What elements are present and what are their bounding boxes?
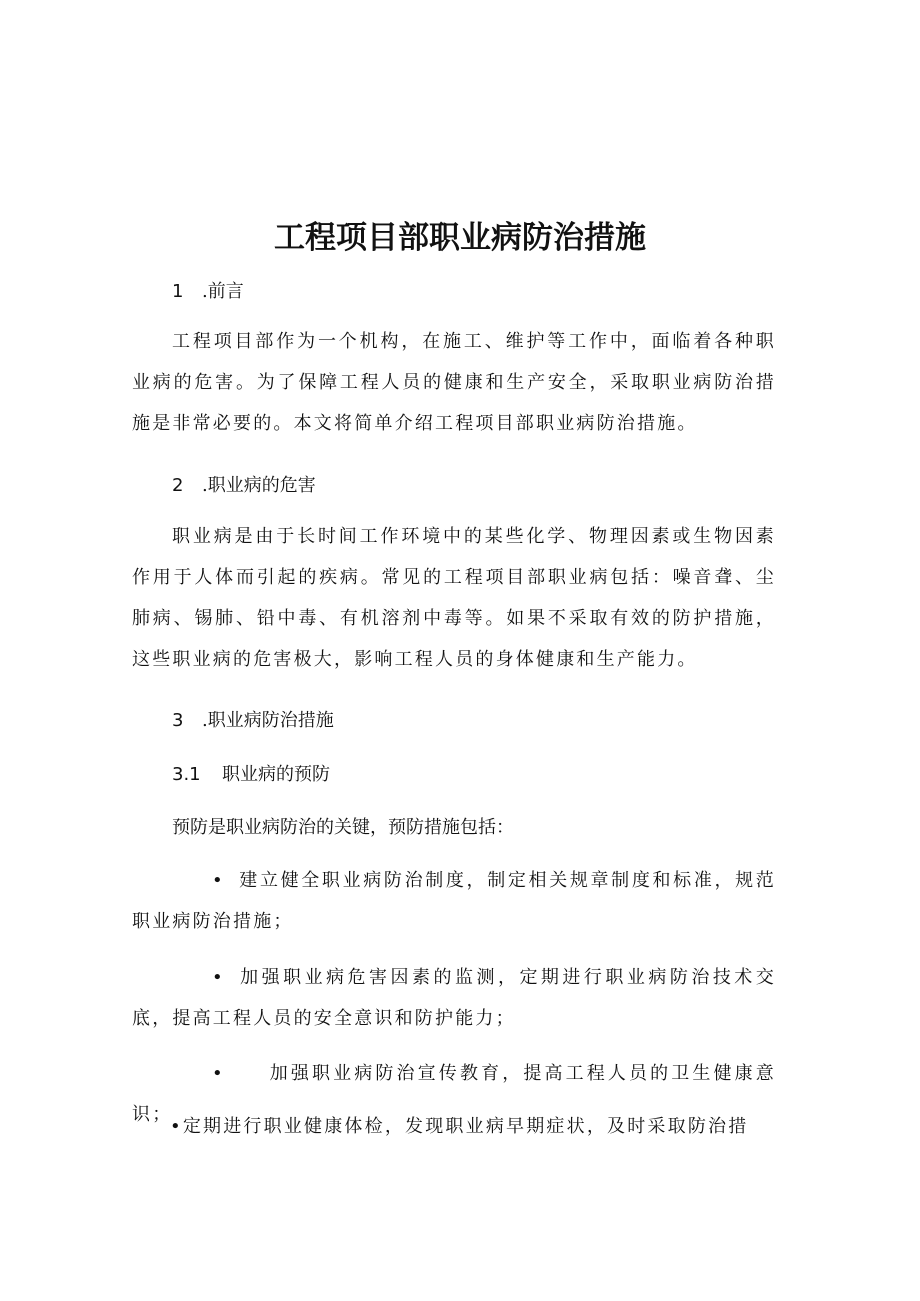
section-title: .前言 — [202, 281, 244, 302]
bullet-symbol: • — [212, 967, 225, 988]
bullet-text: 加强职业病危害因素的监测，定期进行职业病防治技术交底，提高工程人员的安全意识和防护能力； — [132, 967, 776, 1029]
section-number: 3 — [172, 710, 184, 731]
bullet-text: 加强职业病防治宣传教育，提高工程人员的卫生健康意识； — [132, 1063, 776, 1125]
section-heading-3 — [172, 708, 334, 734]
bullet-symbol: • — [170, 1116, 183, 1137]
bullet-symbol: • — [212, 870, 225, 891]
section-heading-1 — [172, 279, 244, 305]
bullet-text: 建立健全职业病防治制度，制定相关规章制度和标准，规范职业病防治措施； — [132, 870, 776, 932]
bullet-item-2 — [132, 957, 776, 1039]
section-heading-2 — [172, 473, 316, 499]
subsection-title: 职业病的预防 — [222, 764, 330, 785]
bullet-item-4 — [170, 1106, 790, 1147]
bullet-item-1 — [132, 860, 776, 942]
subsection-heading-3-1 — [172, 762, 330, 788]
bullet-text: 定期进行职业健康体检，发现职业病早期症状，及时采取防治措 — [182, 1116, 749, 1137]
section-title: .职业病的危害 — [202, 475, 316, 496]
section-number: 1 — [172, 281, 184, 302]
subsection-number: 3.1 — [172, 764, 201, 785]
document-title: 工程项目部职业病防治措施 — [274, 220, 646, 256]
section-number: 2 — [172, 475, 184, 496]
subsection-intro: 预防是职业病防治的关键，预防措施包括： — [172, 817, 514, 838]
section-title: .职业病防治措施 — [202, 710, 334, 731]
section-paragraph-2: 职业病是由于长时间工作环境中的某些化学、物理因素或生物因素作用于人体而引起的疾病。常见的工程项目部职业病包括：噪音聋、尘肺病、锡肺、铅中毒、有机溶剂中毒等。如果不采取有效的防护措施，这些职业病的危害极大，影响工程人员的身体健康和生产能力。 — [132, 526, 776, 670]
bullet-symbol: • — [212, 1063, 225, 1084]
section-paragraph-1: 工程项目部作为一个机构，在施工、维护等工作中，面临着各种职业病的危害。为了保障工程人员的健康和生产安全，采取职业病防治措施是非常必要的。本文将简单介绍工程项目部职业病防治措施。 — [132, 331, 776, 434]
